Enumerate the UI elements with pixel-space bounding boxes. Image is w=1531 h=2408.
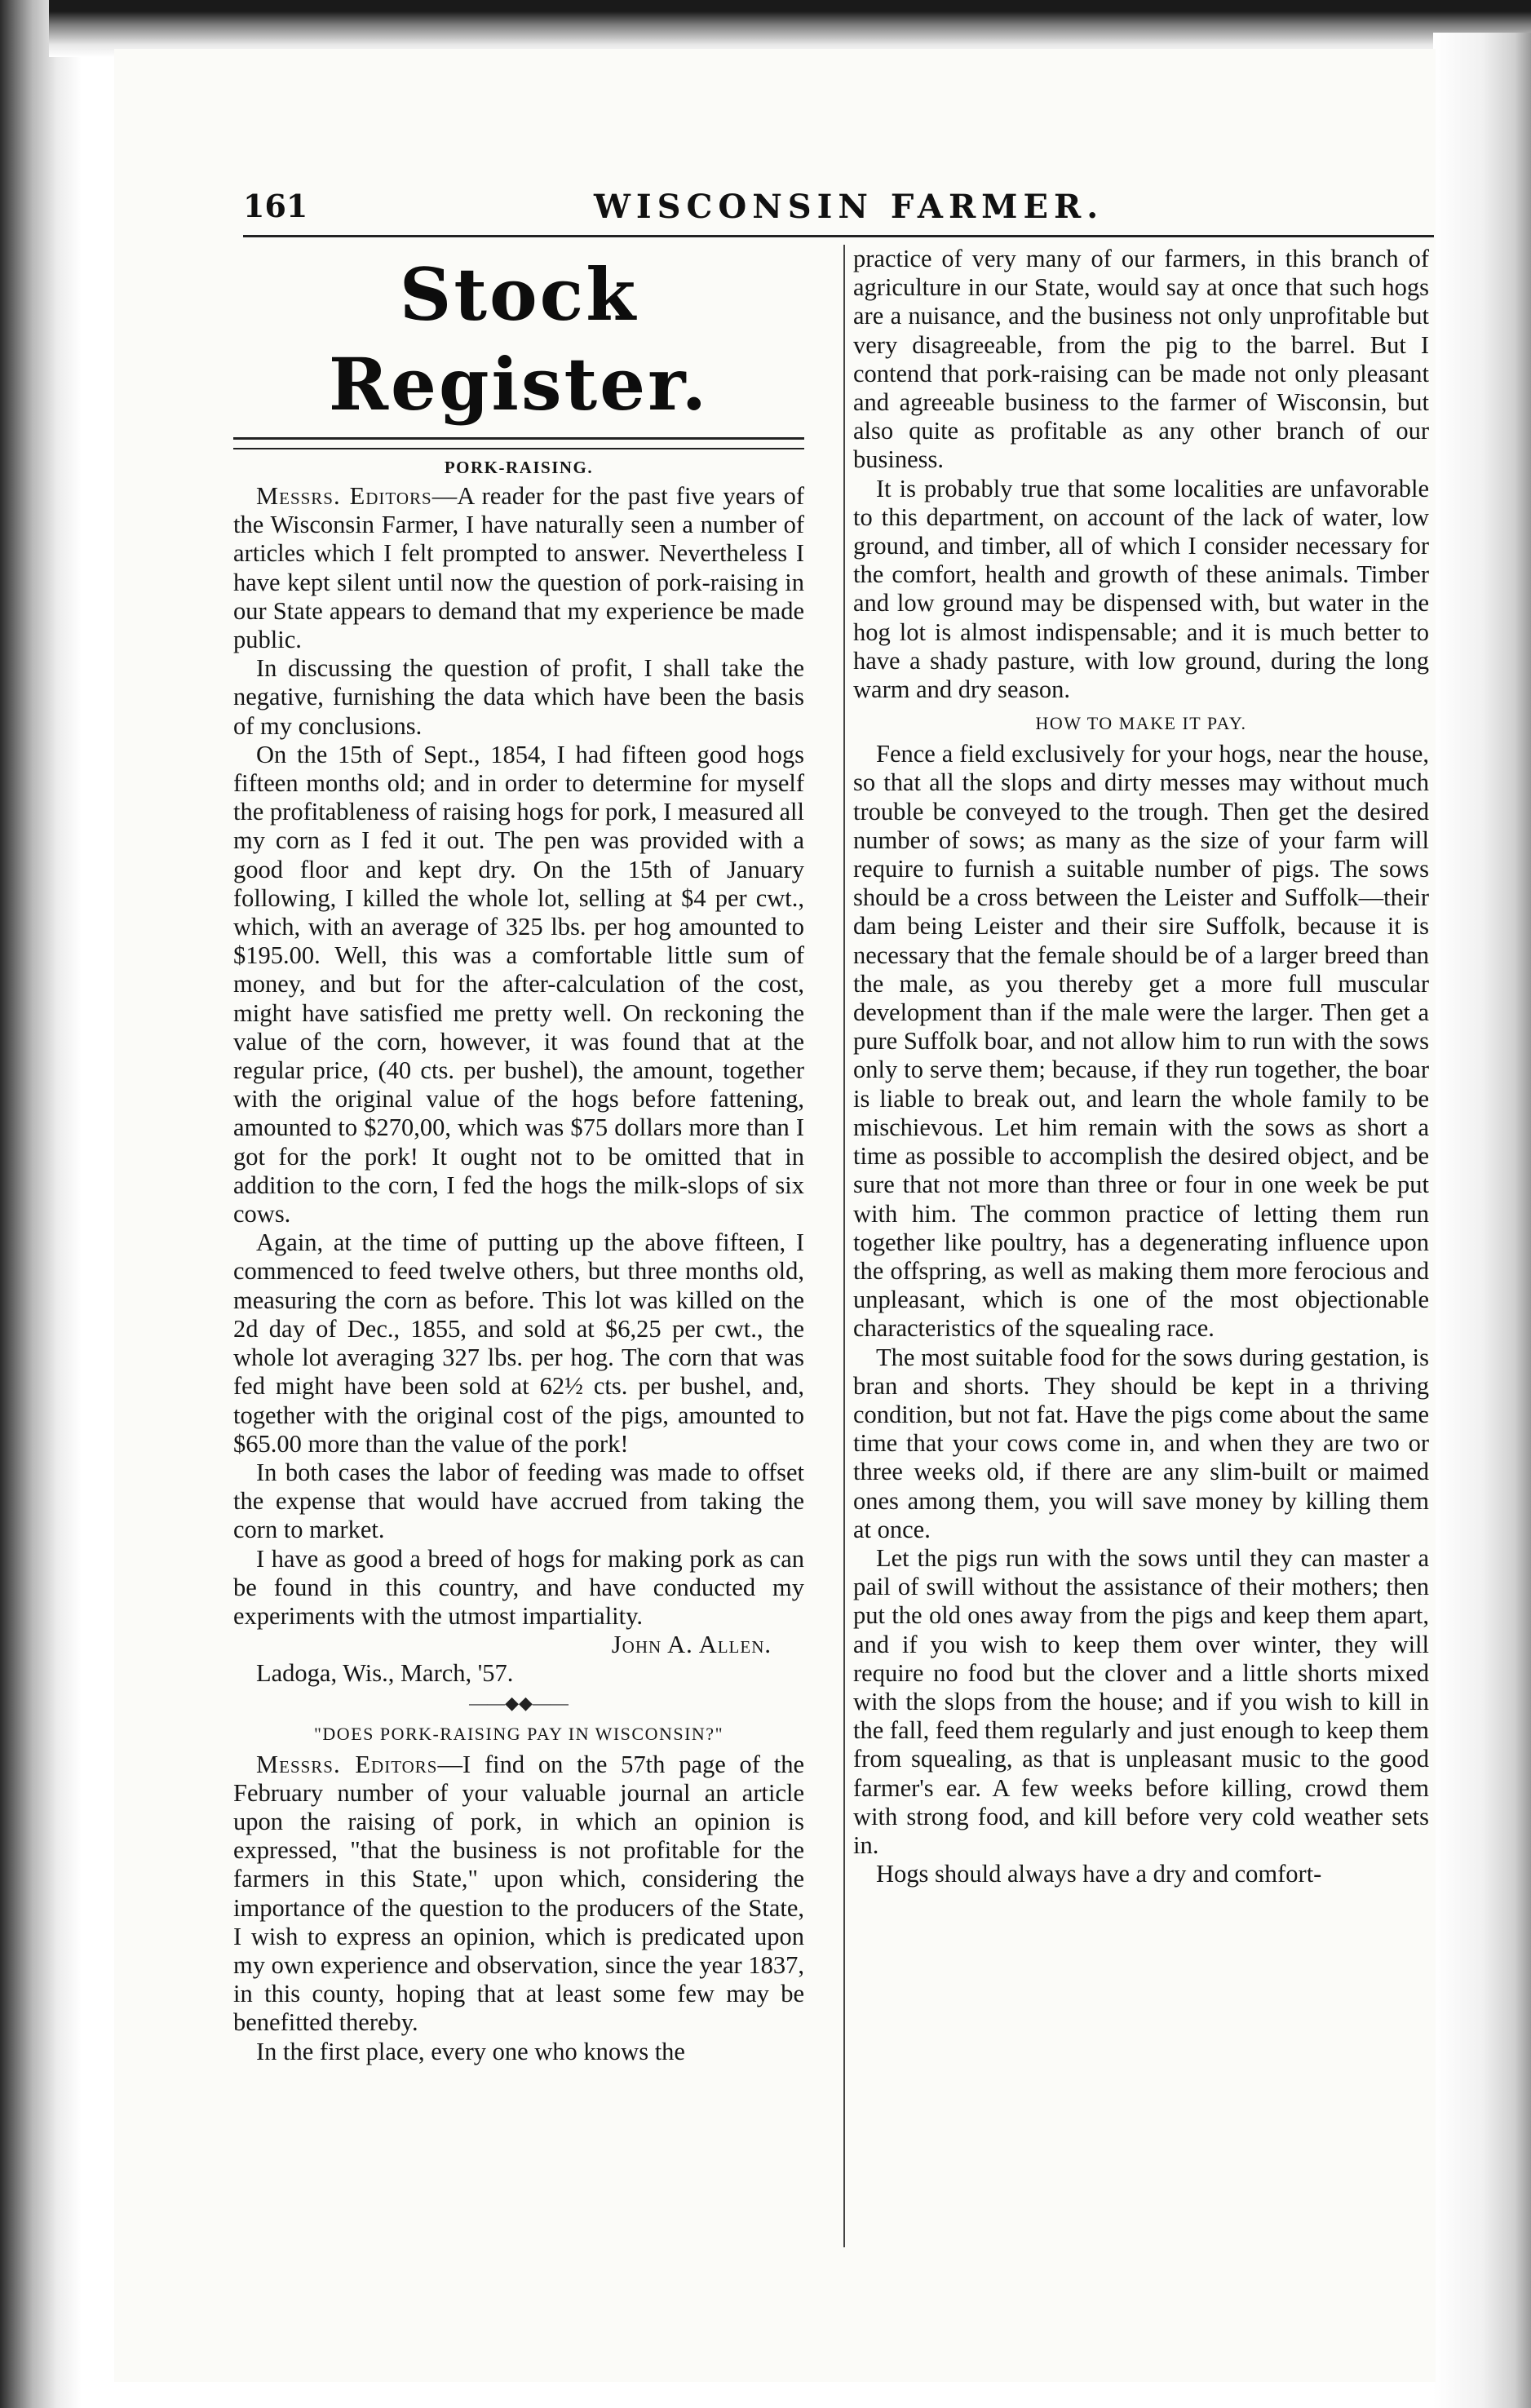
article2-paragraph-text: —I find on the 57th page of the February number of your valuable journal an article upon the raising of pork, in which an opinion is expressed, "that the business is not profitable for the farmers in this State," upon which, considering the importance of the question to the producers of the State, I wish to express an opinion, which is predicated upon my own experience and observation, since the year 1837, in this county, hoping that at least some few may be benefitted thereby. xyxy=(233,1750,804,2037)
publication-title: WISCONSIN FARMER. xyxy=(594,188,1104,226)
article2-paragraph: The most suitable food for the sows during gestation, is bran and shorts. They should be kept in a thriving condition, but not fat. Have the pigs come about the same time that your cows come in, and when they are two or three weeks old, if there are any slim-built or maimed ones among them, you will save money by killing them at once. xyxy=(853,1343,1429,1543)
header-rule xyxy=(243,235,1434,237)
article1-paragraph xyxy=(233,482,804,654)
article1-paragraph: On the 15th of Sept., 1854, I had fifteen good hogs fifteen months old; and in order to determine for myself the profitableness of raising hogs for pork, I measured all my corn as I fed it out. The pen was provided with a good floor and kept dry. On the 15th of January following, I killed the whole lot, selling at $4 per cwt., which, with an average of 325 lbs. per hog amounted to $195.00. Well, this was a comfortable little sum of money, and but for the after-calculation of the cost, might have satisfied me pretty well. On reckoning the value of the corn, however, it was found that at the regular price, (40 cts. per bushel), the amount, together with the original value of the hogs before fattening, amounted to $270,00, which was $75 dollars more than I got for the pork! It ought not to be omitted that in addition to the corn, I fed the hogs the milk-slops of six cows. xyxy=(233,740,804,1228)
section-rule xyxy=(233,437,804,449)
article2-salutation: Messrs. Editors xyxy=(256,1750,438,1778)
article2-paragraph: Hogs should always have a dry and comfort- xyxy=(876,1860,1322,1888)
article1-paragraph: Again, at the time of putting up the above fifteen, I commenced to feed twelve others, but three months old, measuring the corn as before. This lot was killed on the 2d day of Dec., 1855, and sold at $6,25 per cwt., the whole lot averaging 327 lbs. per hog. The corn that was fed might have been sold at 62½ cts. per bushel, and, together with the original cost of the pigs, amounted to $65.00 more than the value of the pork! xyxy=(233,1228,804,1458)
article2-title: "DOES PORK-RAISING PAY IN WISCONSIN?" xyxy=(313,1723,724,1744)
article1-place-date: Ladoga, Wis., March, '57. xyxy=(256,1659,514,1688)
article2-subheading: HOW TO MAKE IT PAY. xyxy=(1035,713,1247,734)
scan-right-edge xyxy=(1433,33,1531,2408)
article1-paragraph: I have as good a breed of hogs for making pork as can be found in this country, and have conducted my experiments with the utmost impartiality. xyxy=(233,1544,804,1630)
article1-paragraph: In both cases the labor of feeding was made to offset the expense that would have accrued from taking the corn to market. xyxy=(233,1458,804,1544)
section-title: Stock Register. xyxy=(328,252,710,427)
right-column xyxy=(853,245,1429,1888)
article2-paragraph-start: In the first place, every one who knows the xyxy=(256,2037,685,2065)
article2-paragraph xyxy=(233,1751,804,2038)
article1-signature-row xyxy=(233,1631,804,1659)
article2-paragraph xyxy=(233,2038,804,2066)
article1-title: PORK-RAISING. xyxy=(444,458,594,477)
article1-paragraph: In discussing the question of profit, I shall take the negative, furnishing the data which have been the basis of my conclusions. xyxy=(233,654,804,740)
article1-salutation: Messrs. Editors xyxy=(256,482,432,510)
left-column xyxy=(233,245,804,2066)
article2-paragraph: Fence a field exclusively for your hogs, near the house, so that all the slops and dirty messes may without much trouble be conveyed to the trough. Then get the desired number of sows; as many as the size of your farm will require to furnish a suitable number of pigs. The sows should be a cross between the Leister and Suffolk—their dam being Leister and their sire Suffolk, because it is necessary that the female should be of a larger breed than the male, as you thereby get a more full muscular development than if the male were the larger. Then get a pure Suffolk boar, and not allow him to run with the sows only to serve them; because, if they run together, the boar is liable to break out, and learn the whole family to be mischievous. Let him remain with the sows as short a time as possible to accomplish the desired object, and be sure that not more than three or four in one week be put with him. The common practice of letting them run together like poultry, has a degenerating influence upon the offspring, as well as making them more ferocious and unpleasant, which is one of the most objectionable characteristics of the squealing race. xyxy=(853,740,1429,1343)
article-divider: ——◆◆—— xyxy=(469,1692,569,1713)
scan-binding-shadow xyxy=(0,0,82,2408)
article2-paragraph-continued xyxy=(853,245,1429,475)
article2-paragraph: It is probably true that some localities are unfavorable to this department, on account of the lack of water, low ground, and timber, all of which I consider necessary for the comfort, health and growth of these animals. Timber and low ground may be dispensed with, but water in the hog lot is almost indispensable; and it is much better to have a shady pasture, with low ground, during the long warm and dry season. xyxy=(853,474,1429,704)
article2-paragraph-end: practice of very many of our farmers, in this branch of agriculture in our State, would say at once that such hogs are a nuisance, and the business not only unprofitable but very disagreeable, from the pig to the barrel. But I contend that pork-raising can be made not only pleasant and agreeable business to the farmer of Wisconsin, but also quite as profitable as any other branch of our business. xyxy=(853,245,1429,474)
column-divider xyxy=(843,245,845,2247)
article2-paragraph: Let the pigs run with the sows until they can master a pail of swill without the assistance of their mothers; then put the old ones away from the pigs and keep them apart, and if you wish to keep them over winter, they will require no food but the clover and a little shorts mixed with the slops from the house; and if you wish to kill in the fall, feed them regularly and just enough to keep them from squealing, as that is unpleasant music to the good farmer's ear. A few weeks before killing, crowd them with strong food, and kill before very cold weather sets in. xyxy=(853,1543,1429,1859)
page-header xyxy=(243,188,1434,237)
page-number: 161 xyxy=(243,188,308,224)
article1-signature: John A. Allen. xyxy=(611,1631,772,1659)
article1-paragraph-text: —A reader for the past five years of the Wisconsin Farmer, I have naturally seen a number of articles which I felt prompted to answer. Nevertheless I have kept silent until now the question of pork-raising in our State appears to demand that my experience be made public. xyxy=(233,482,804,654)
